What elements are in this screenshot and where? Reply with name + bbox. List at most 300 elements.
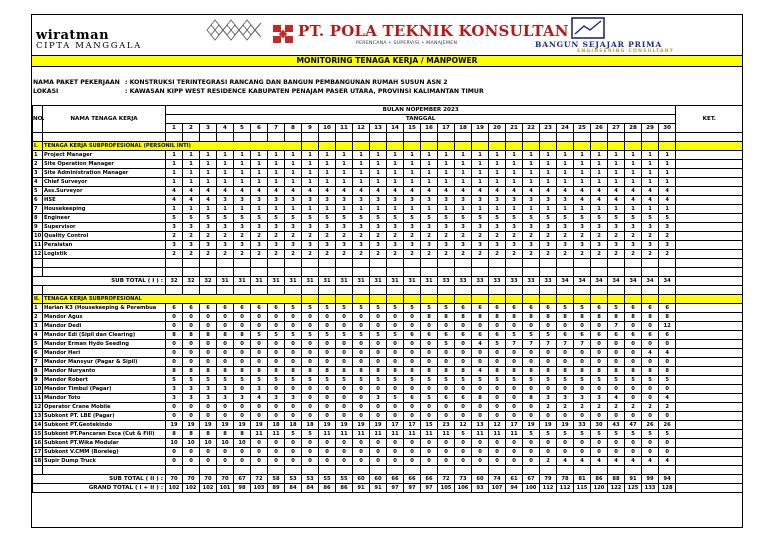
row-number: 6 bbox=[33, 196, 43, 205]
day-count: 0 bbox=[353, 313, 370, 322]
day-count: 11 bbox=[472, 430, 489, 439]
day-count: 8 bbox=[659, 367, 676, 376]
day-count: 0 bbox=[353, 349, 370, 358]
ket-cell bbox=[676, 241, 743, 250]
day-count: 5 bbox=[421, 376, 438, 385]
worker-name: Quality Control bbox=[43, 232, 166, 241]
day-count: 3 bbox=[489, 196, 506, 205]
day-count: 3 bbox=[166, 223, 183, 232]
day-count: 0 bbox=[166, 448, 183, 457]
day-count: 0 bbox=[251, 457, 268, 466]
day-count: 0 bbox=[625, 439, 642, 448]
section-title: TENAGA KERJA SUBPROFESIONAL bbox=[43, 295, 302, 304]
empty-cell bbox=[404, 286, 421, 295]
total-value: 91 bbox=[625, 475, 642, 484]
day-count: 0 bbox=[370, 448, 387, 457]
day-count: 1 bbox=[319, 160, 336, 169]
table-row bbox=[33, 430, 743, 439]
day-header: 2 bbox=[183, 124, 200, 133]
day-count: 0 bbox=[540, 448, 557, 457]
empty-cell bbox=[489, 268, 506, 277]
day-count: 8 bbox=[285, 367, 302, 376]
empty-cell bbox=[591, 286, 608, 295]
day-count: 8 bbox=[438, 313, 455, 322]
empty-cell bbox=[200, 133, 217, 142]
day-count: 1 bbox=[608, 205, 625, 214]
row-number: 16 bbox=[34, 439, 42, 446]
ket-cell bbox=[676, 196, 743, 205]
day-header: 18 bbox=[455, 124, 472, 133]
empty-cell bbox=[387, 466, 404, 475]
day-count: 3 bbox=[472, 223, 489, 232]
day-count: 8 bbox=[251, 367, 268, 376]
day-count: 5 bbox=[659, 214, 676, 223]
day-count: 3 bbox=[387, 241, 404, 250]
day-count: 2 bbox=[387, 250, 404, 259]
empty-cell bbox=[676, 142, 743, 151]
day-count: 0 bbox=[404, 412, 421, 421]
spacer-row bbox=[33, 286, 743, 295]
day-count: 5 bbox=[268, 214, 285, 223]
empty-cell bbox=[676, 295, 743, 304]
day-count: 0 bbox=[285, 412, 302, 421]
empty-cell bbox=[268, 133, 285, 142]
day-count: 0 bbox=[353, 448, 370, 457]
day-count: 11 bbox=[336, 430, 353, 439]
day-count: 2 bbox=[574, 403, 591, 412]
day-count: 8 bbox=[353, 367, 370, 376]
day-count: 2 bbox=[523, 250, 540, 259]
day-count: 0 bbox=[523, 322, 540, 331]
empty-cell bbox=[234, 286, 251, 295]
table-row bbox=[33, 151, 743, 160]
day-count: 3 bbox=[591, 394, 608, 403]
day-header: 23 bbox=[540, 124, 557, 133]
total-value: 60 bbox=[472, 475, 489, 484]
ket-cell bbox=[676, 421, 743, 430]
day-count: 0 bbox=[200, 349, 217, 358]
day-count: 0 bbox=[523, 412, 540, 421]
day-count: 6 bbox=[251, 304, 268, 313]
day-count: 0 bbox=[557, 358, 574, 367]
day-count: 0 bbox=[217, 448, 234, 457]
empty-cell bbox=[659, 133, 676, 142]
day-count: 2 bbox=[455, 232, 472, 241]
day-count: 5 bbox=[268, 376, 285, 385]
day-count: 11 bbox=[438, 430, 455, 439]
row-number: 11 bbox=[34, 241, 42, 248]
day-count: 3 bbox=[404, 196, 421, 205]
day-count: 1 bbox=[200, 205, 217, 214]
empty-cell bbox=[421, 268, 438, 277]
day-count: 0 bbox=[234, 358, 251, 367]
day-count: 7 bbox=[574, 340, 591, 349]
day-count: 4 bbox=[642, 349, 659, 358]
day-count: 0 bbox=[319, 340, 336, 349]
day-count: 3 bbox=[336, 241, 353, 250]
day-count: 4 bbox=[574, 457, 591, 466]
total-value: 103 bbox=[251, 484, 268, 493]
empty-cell bbox=[319, 295, 336, 304]
row-number: 15 bbox=[34, 430, 42, 437]
day-count: 3 bbox=[557, 394, 574, 403]
empty-cell bbox=[625, 466, 642, 475]
day-count: 0 bbox=[370, 439, 387, 448]
day-header: 20 bbox=[489, 124, 506, 133]
day-count: 1 bbox=[302, 178, 319, 187]
day-count: 4 bbox=[659, 187, 676, 196]
day-count: 3 bbox=[438, 241, 455, 250]
day-count: 5 bbox=[642, 376, 659, 385]
empty-cell bbox=[302, 142, 319, 151]
day-count: 3 bbox=[353, 223, 370, 232]
worker-name: Housekeeping bbox=[43, 205, 166, 214]
total-value: 67 bbox=[523, 475, 540, 484]
day-count: 3 bbox=[523, 196, 540, 205]
day-count: 19 bbox=[523, 421, 540, 430]
day-count: 0 bbox=[302, 385, 319, 394]
ket-cell bbox=[676, 367, 743, 376]
day-count: 4 bbox=[166, 196, 183, 205]
day-count: 8 bbox=[455, 367, 472, 376]
day-count: 5 bbox=[608, 304, 625, 313]
day-count: 4 bbox=[421, 187, 438, 196]
day-count: 1 bbox=[506, 169, 523, 178]
day-count: 2 bbox=[217, 232, 234, 241]
day-header: 25 bbox=[574, 124, 591, 133]
total-value: 91 bbox=[370, 484, 387, 493]
total-value: 102 bbox=[166, 484, 183, 493]
empty-cell bbox=[285, 133, 302, 142]
day-count: 4 bbox=[268, 187, 285, 196]
day-count: 6 bbox=[404, 331, 421, 340]
day-count: 0 bbox=[319, 322, 336, 331]
day-count: 1 bbox=[166, 169, 183, 178]
day-count: 0 bbox=[251, 439, 268, 448]
day-count: 5 bbox=[217, 214, 234, 223]
day-count: 0 bbox=[659, 340, 676, 349]
day-count: 3 bbox=[166, 241, 183, 250]
day-count: 6 bbox=[472, 331, 489, 340]
tanggal-header: TANGGAL bbox=[166, 115, 676, 124]
day-count: 5 bbox=[523, 430, 540, 439]
day-count: 1 bbox=[625, 151, 642, 160]
day-count: 1 bbox=[217, 151, 234, 160]
day-count: 4 bbox=[608, 187, 625, 196]
day-count: 0 bbox=[285, 439, 302, 448]
ket-cell bbox=[676, 178, 743, 187]
day-count: 3 bbox=[421, 223, 438, 232]
ket-cell bbox=[676, 439, 743, 448]
day-count: 2 bbox=[336, 250, 353, 259]
empty-cell bbox=[506, 286, 523, 295]
day-count: 0 bbox=[625, 322, 642, 331]
day-count: 0 bbox=[268, 358, 285, 367]
day-count: 5 bbox=[336, 304, 353, 313]
day-count: 0 bbox=[489, 439, 506, 448]
day-count: 5 bbox=[455, 214, 472, 223]
empty-cell bbox=[43, 268, 166, 277]
day-count: 1 bbox=[591, 160, 608, 169]
total-value: 84 bbox=[302, 484, 319, 493]
day-count: 1 bbox=[183, 151, 200, 160]
spacer-row bbox=[33, 133, 743, 142]
empty-cell bbox=[591, 259, 608, 268]
day-count: 5 bbox=[574, 376, 591, 385]
day-count: 4 bbox=[625, 196, 642, 205]
day-count: 0 bbox=[319, 439, 336, 448]
spacer-row bbox=[33, 259, 743, 268]
total-value: 101 bbox=[217, 484, 234, 493]
day-count: 0 bbox=[183, 412, 200, 421]
day-count: 6 bbox=[472, 304, 489, 313]
day-count: 0 bbox=[200, 322, 217, 331]
day-count: 17 bbox=[506, 421, 523, 430]
day-count: 4 bbox=[574, 187, 591, 196]
empty-cell bbox=[540, 466, 557, 475]
empty-cell bbox=[302, 286, 319, 295]
day-count: 0 bbox=[183, 457, 200, 466]
empty-cell bbox=[557, 259, 574, 268]
day-count: 5 bbox=[302, 331, 319, 340]
day-count: 2 bbox=[285, 250, 302, 259]
day-count: 8 bbox=[421, 367, 438, 376]
day-count: 0 bbox=[455, 322, 472, 331]
day-count: 2 bbox=[268, 250, 285, 259]
empty-cell bbox=[183, 268, 200, 277]
day-header: 13 bbox=[370, 124, 387, 133]
empty-cell bbox=[438, 466, 455, 475]
empty-cell bbox=[387, 259, 404, 268]
day-count: 2 bbox=[574, 232, 591, 241]
day-count: 0 bbox=[455, 349, 472, 358]
day-count: 5 bbox=[251, 376, 268, 385]
day-count: 0 bbox=[268, 457, 285, 466]
day-count: 5 bbox=[234, 376, 251, 385]
empty-cell bbox=[489, 133, 506, 142]
day-count: 3 bbox=[285, 223, 302, 232]
empty-cell bbox=[676, 259, 743, 268]
row-number: 18 bbox=[34, 457, 42, 464]
day-count: 11 bbox=[421, 430, 438, 439]
day-count: 0 bbox=[268, 412, 285, 421]
day-count: 3 bbox=[404, 223, 421, 232]
empty-cell bbox=[336, 295, 353, 304]
empty-cell bbox=[234, 259, 251, 268]
table-row bbox=[33, 367, 743, 376]
day-count: 2 bbox=[319, 232, 336, 241]
day-count: 2 bbox=[642, 403, 659, 412]
day-count: 4 bbox=[608, 394, 625, 403]
day-count: 18 bbox=[285, 421, 302, 430]
day-count: 5 bbox=[285, 331, 302, 340]
empty-cell bbox=[455, 259, 472, 268]
day-count: 1 bbox=[455, 160, 472, 169]
day-count: 5 bbox=[421, 304, 438, 313]
day-count: 0 bbox=[506, 448, 523, 457]
empty-cell bbox=[336, 142, 353, 151]
day-count: 1 bbox=[489, 178, 506, 187]
grand-total-row bbox=[33, 484, 743, 493]
day-count: 2 bbox=[183, 250, 200, 259]
day-count: 1 bbox=[387, 160, 404, 169]
day-count: 0 bbox=[472, 403, 489, 412]
day-count: 3 bbox=[336, 223, 353, 232]
empty-cell bbox=[676, 268, 743, 277]
day-count: 2 bbox=[659, 250, 676, 259]
day-count: 1 bbox=[625, 178, 642, 187]
day-count: 0 bbox=[319, 394, 336, 403]
day-count: 0 bbox=[625, 340, 642, 349]
day-count: 7 bbox=[557, 340, 574, 349]
empty-cell bbox=[642, 466, 659, 475]
day-count: 3 bbox=[319, 241, 336, 250]
day-count: 3 bbox=[489, 223, 506, 232]
day-count: 1 bbox=[523, 205, 540, 214]
day-count: 0 bbox=[506, 394, 523, 403]
day-count: 1 bbox=[625, 160, 642, 169]
empty-cell bbox=[268, 259, 285, 268]
day-count: 0 bbox=[166, 358, 183, 367]
day-count: 1 bbox=[319, 151, 336, 160]
day-count: 1 bbox=[336, 205, 353, 214]
day-count: 5 bbox=[506, 331, 523, 340]
day-count: 0 bbox=[166, 340, 183, 349]
total-value: 97 bbox=[404, 484, 421, 493]
day-count: 0 bbox=[506, 349, 523, 358]
day-count: 3 bbox=[608, 241, 625, 250]
day-count: 0 bbox=[557, 412, 574, 421]
day-count: 1 bbox=[285, 151, 302, 160]
worker-name: Supir Dump Truck bbox=[43, 457, 166, 466]
day-count: 1 bbox=[217, 169, 234, 178]
day-count: 1 bbox=[217, 178, 234, 187]
table-row bbox=[33, 241, 743, 250]
day-count: 2 bbox=[625, 250, 642, 259]
row-number: 2 bbox=[33, 313, 43, 322]
empty-cell bbox=[353, 142, 370, 151]
empty-cell bbox=[43, 259, 166, 268]
ket-cell bbox=[676, 214, 743, 223]
day-count: 4 bbox=[472, 187, 489, 196]
empty-cell bbox=[438, 133, 455, 142]
row-number: 10 bbox=[34, 232, 42, 239]
day-count: 3 bbox=[455, 223, 472, 232]
day-count: 1 bbox=[404, 151, 421, 160]
subtotal-row bbox=[33, 277, 743, 286]
day-count: 0 bbox=[353, 340, 370, 349]
day-count: 4 bbox=[591, 196, 608, 205]
day-count: 0 bbox=[387, 385, 404, 394]
total-value: 66 bbox=[421, 475, 438, 484]
day-count: 8 bbox=[506, 313, 523, 322]
total-value: 32 bbox=[200, 277, 217, 286]
day-count: 1 bbox=[387, 169, 404, 178]
day-count: 0 bbox=[489, 412, 506, 421]
day-header: 24 bbox=[557, 124, 574, 133]
day-count: 0 bbox=[523, 439, 540, 448]
day-count: 3 bbox=[438, 196, 455, 205]
total-value: 33 bbox=[523, 277, 540, 286]
day-count: 0 bbox=[574, 358, 591, 367]
day-count: 0 bbox=[438, 412, 455, 421]
day-count: 4 bbox=[302, 187, 319, 196]
day-count: 5 bbox=[557, 214, 574, 223]
day-count: 0 bbox=[540, 412, 557, 421]
day-count: 0 bbox=[234, 412, 251, 421]
day-count: 0 bbox=[625, 448, 642, 457]
day-count: 3 bbox=[251, 385, 268, 394]
day-count: 2 bbox=[302, 250, 319, 259]
day-count: 5 bbox=[319, 214, 336, 223]
day-header: 15 bbox=[404, 124, 421, 133]
total-value: 79 bbox=[540, 475, 557, 484]
day-count: 2 bbox=[642, 232, 659, 241]
day-count: 0 bbox=[217, 403, 234, 412]
day-count: 0 bbox=[370, 340, 387, 349]
section-number: II. bbox=[33, 295, 43, 304]
day-count: 0 bbox=[404, 457, 421, 466]
day-count: 0 bbox=[336, 448, 353, 457]
empty-cell bbox=[421, 466, 438, 475]
empty-cell bbox=[642, 142, 659, 151]
day-count: 3 bbox=[234, 196, 251, 205]
empty-cell bbox=[370, 295, 387, 304]
worker-name: Mandor Timbul (Pagar) bbox=[43, 385, 166, 394]
day-count: 8 bbox=[557, 313, 574, 322]
day-count: 8 bbox=[557, 367, 574, 376]
total-value: 34 bbox=[659, 277, 676, 286]
day-count: 0 bbox=[200, 358, 217, 367]
day-count: 0 bbox=[591, 358, 608, 367]
day-count: 0 bbox=[251, 322, 268, 331]
worker-name: HSE bbox=[43, 196, 166, 205]
day-count: 1 bbox=[540, 151, 557, 160]
day-count: 1 bbox=[642, 160, 659, 169]
day-count: 0 bbox=[183, 322, 200, 331]
day-count: 15 bbox=[421, 421, 438, 430]
empty-cell bbox=[540, 295, 557, 304]
table-row bbox=[33, 349, 743, 358]
manpower-table bbox=[32, 105, 743, 493]
total-value: 53 bbox=[285, 475, 302, 484]
day-count: 4 bbox=[336, 187, 353, 196]
day-count: 0 bbox=[353, 385, 370, 394]
day-count: 1 bbox=[540, 160, 557, 169]
day-count: 4 bbox=[472, 367, 489, 376]
day-count: 1 bbox=[319, 178, 336, 187]
empty-cell bbox=[625, 259, 642, 268]
day-count: 19 bbox=[217, 421, 234, 430]
day-count: 1 bbox=[166, 151, 183, 160]
empty-cell bbox=[183, 133, 200, 142]
ket-cell bbox=[676, 394, 743, 403]
day-count: 3 bbox=[217, 394, 234, 403]
total-value: 98 bbox=[234, 484, 251, 493]
day-count: 0 bbox=[200, 457, 217, 466]
day-count: 5 bbox=[625, 430, 642, 439]
empty-cell bbox=[404, 133, 421, 142]
day-count: 4 bbox=[574, 196, 591, 205]
day-count: 0 bbox=[353, 394, 370, 403]
day-count: 3 bbox=[268, 241, 285, 250]
day-count: 10 bbox=[200, 439, 217, 448]
day-count: 0 bbox=[455, 340, 472, 349]
day-count: 0 bbox=[506, 322, 523, 331]
total-value: 60 bbox=[370, 475, 387, 484]
table-row bbox=[33, 340, 743, 349]
day-count: 1 bbox=[591, 169, 608, 178]
